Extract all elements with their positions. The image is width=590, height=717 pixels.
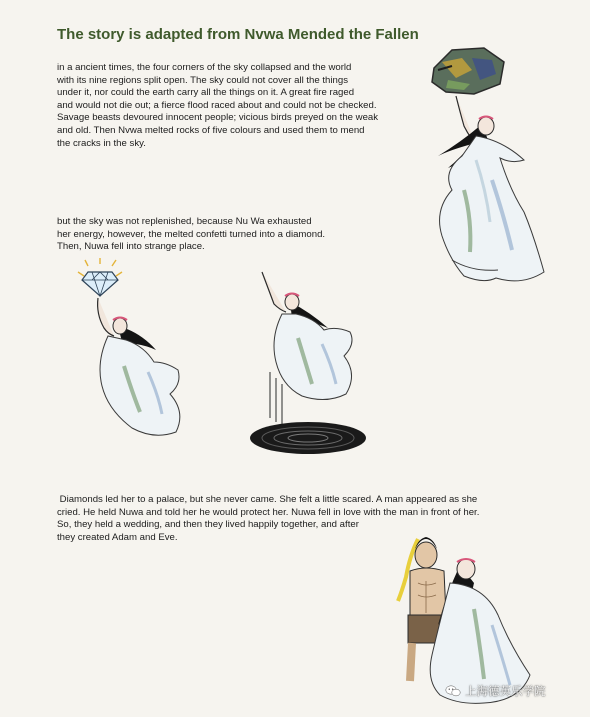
text-line: cried. He held Nuwa and told her he would protect her. Nuwa fell in love with the man in front of her. xyxy=(57,506,480,518)
nuwa-falling-vortex-illustration xyxy=(246,268,368,460)
diamond-icon xyxy=(82,272,118,296)
wechat-icon xyxy=(445,685,461,697)
story-paragraph-1 xyxy=(57,62,378,150)
text-line: Savage beasts devoured innocent people; vicious birds preyed on the weak xyxy=(57,112,379,124)
text-line: with its nine regions split open. The sky could not cover all the things xyxy=(57,74,348,86)
page-title: The story is adapted from Nvwa Mended the Fallen xyxy=(57,26,419,43)
text-line: but the sky was not replenished, because Nu Wa exhausted xyxy=(57,216,312,227)
text-line: and old. Then Nvwa melted rocks of five colours and used them to mend xyxy=(57,124,365,136)
text-line: they created Adam and Eve. xyxy=(57,531,178,543)
text-line: the cracks in the sky. xyxy=(57,137,146,149)
text-line: and would not die out; a fierce flood raced about and could not be checked. xyxy=(57,99,377,111)
watermark-text: 上海德英乐学院 xyxy=(465,686,546,698)
story-paragraph-2 xyxy=(57,216,325,254)
nuwa-holding-diamond-illustration xyxy=(78,262,190,447)
watermark xyxy=(445,683,546,699)
text-line: Then, Nuwa fell into strange place. xyxy=(57,241,205,253)
nuwa-and-man-illustration xyxy=(388,525,538,705)
text-line: under it, nor could the earth carry all the things on it. A great fire raged xyxy=(57,87,355,99)
text-line: her energy, however, the melted confetti turned into a diamond. xyxy=(57,228,326,240)
text-line: in a ancient times, the four corners of the sky collapsed and the world xyxy=(57,62,352,73)
nuwa-lifting-rock-illustration xyxy=(412,40,547,290)
text-line: Diamonds led her to a palace, but she never came. She felt a little scared. A man appeared as she xyxy=(57,494,478,505)
vortex-icon xyxy=(250,422,366,454)
text-line: So, they held a wedding, and then they lived happily together, and after xyxy=(57,519,359,531)
